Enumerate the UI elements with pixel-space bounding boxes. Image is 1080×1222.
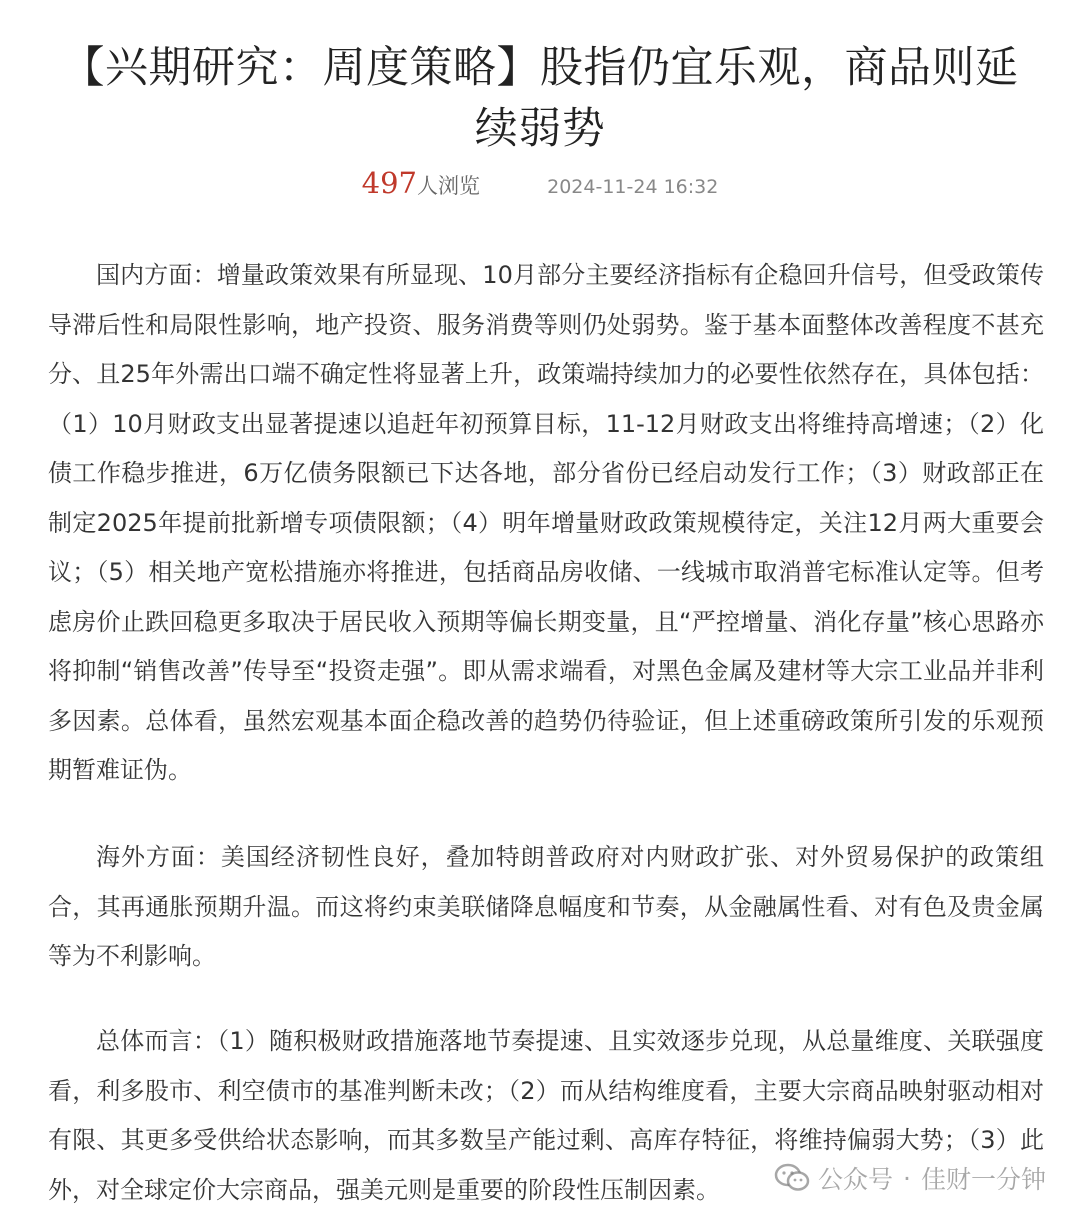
paragraph-domestic: 国内方面：增量政策效果有所显现、10月部分主要经济指标有企稳回升信号，但受政策传导滞后性和局限性影响，地产投资、服务消费等则仍处弱势。鉴于基本面整体改善程度不甚充分、且25年外需出口端不确定性将显著上升，政策端持续加力的必要性依然存在，具体包括：（1）10月财政支出显著提速以追赶年初预算目标，11-12月财政支出将维持高增速；（2）化债工作稳步推进，6万亿债务限额已下达各地，部分省份已经启动发行工作；（3）财政部正在制定2025年提前批新增专项债限额；（4）明年增量财政政策规模待定，关注12月两大重要会议；（5）相关地产宽松措施亦将推进，包括商品房收储、一线城市取消普宅标准认定等。但考虑房价止跌回稳更多取决于居民收入预期等偏长期变量，且“严控增量、消化存量”核心思路亦将抑制“销售改善”传导至“投资走强”。即从需求端看，对黑色金属及建材等大宗工业品并非利多因素。总体看，虽然宏观基本面企稳改善的趋势仍待验证，但上述重磅政策所引发的乐观预期暂难证伪。	[48, 261, 1044, 784]
paragraph-summary: 总体而言：（1）随积极财政措施落地节奏提速、且实效逐步兑现，从总量维度、关联强度看，利多股市、利空债市的基准判断未改；（2）而从结构维度看，主要大宗商品映射驱动相对有限、其更多受供给状态影响，而其多数呈产能过剩、高库存特征，将维持偏弱大势；（3）此外，对全球定价大宗商品，强美元则是重要的阶段性压制因素。	[48, 1027, 1044, 1204]
views-count: 497	[361, 166, 418, 200]
watermark-platform: 公众号	[818, 1165, 894, 1194]
views-label: 人浏览	[417, 174, 481, 198]
article-title: 【兴期研究：周度策略】股指仍宜乐观，商品则延续弱势	[61, 43, 1019, 154]
publish-date: 2024-11-24 16:32	[547, 176, 719, 198]
watermark-account: 佳财一分钟	[920, 1165, 1046, 1194]
watermark	[774, 1160, 1046, 1196]
article-meta	[0, 166, 1080, 206]
paragraph-overseas: 海外方面：美国经济韧性良好，叠加特朗普政府对内财政扩张、对外贸易保护的政策组合，其再通胀预期升温。而这将约束美联储降息幅度和节奏，从金融属性看、对有色及贵金属等为不利影响。	[48, 843, 1044, 970]
wechat-icon	[774, 1163, 810, 1193]
watermark-separator: ·	[903, 1163, 911, 1193]
